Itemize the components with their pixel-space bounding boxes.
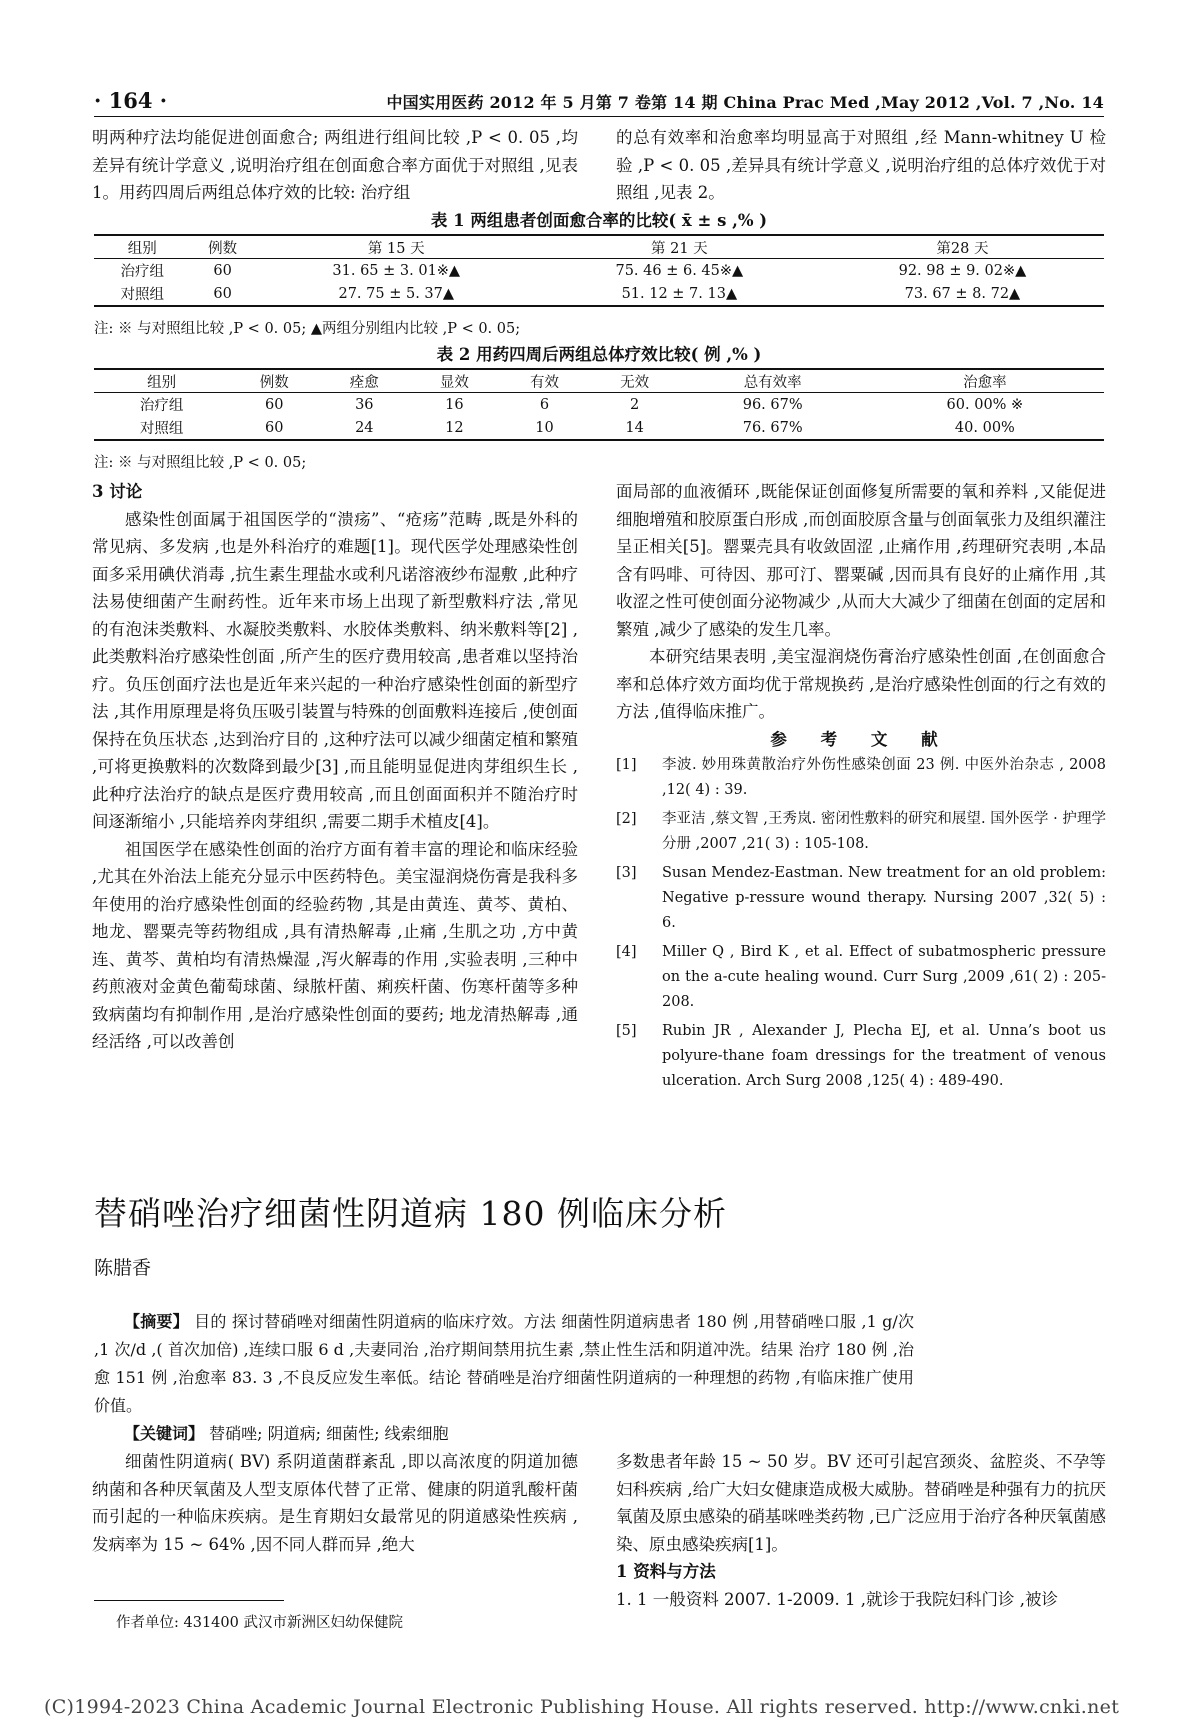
table-row: [94, 259, 1104, 283]
reference-text: 李波. 妙用珠黄散治疗外伤性感染创面 23 例. 中医外治杂志 , 2008 ,12( 4) : 39.: [662, 757, 1106, 798]
table-header-cell: 组别: [94, 235, 190, 259]
table-cell: 73. 67 ± 8. 72▲: [821, 282, 1104, 306]
table-row: [94, 416, 1104, 440]
table1: [94, 234, 1104, 307]
discussion-right-column: [616, 478, 1106, 1098]
article-title: 替硝唑治疗细菌性阴道病 180 例临床分析: [94, 1194, 727, 1233]
table-cell: 60: [213, 262, 232, 279]
reference-item: [616, 753, 1106, 803]
table-header-cell: 第 15 天: [255, 235, 538, 259]
subsection-general-data: 1. 1 一般资料 2007. 1-2009. 1 ,就诊于我院妇科门诊 ,被诊: [616, 1589, 1058, 1609]
table1-title: 表 1 两组患者创面愈合率的比较( x̄ ± s ,% ): [430, 211, 768, 230]
abstract-label: 【摘要】: [124, 1312, 189, 1331]
table-header-cell: 有效: [499, 369, 589, 393]
table-header-cell: 组别: [94, 369, 229, 393]
table-cell: 10: [499, 416, 589, 440]
footnote-divider: [94, 1600, 284, 1601]
discussion-paragraph: 祖国医学在感染性创面的治疗方面有着丰富的理论和临床经验 ,尤其在外治法上能充分显示中医药特色。美宝湿润烧伤膏是我科多年使用的治疗感染性创面的经验药物 ,其是由黄连、黄芩、黄柏、地龙、罂粟壳等药物组成 ,具有清热解毒 ,止痛 ,生肌之功 ,方中黄连、黄芩、黄柏均有清热燥湿 ,泻火解毒的作用 ,实验表明 ,三种中药煎液对金黄色葡萄球菌、绿脓杆菌、痢疾杆菌、伤寒杆菌等多种致病菌均有抑制作用 ,是治疗感染性创面的要药; 地龙清热解毒 ,通经活络 ,可以改善创: [92, 839, 578, 1051]
reference-item: [616, 940, 1106, 1015]
table-cell: 60: [190, 282, 254, 306]
reference-number: [5]: [616, 1023, 637, 1039]
discussion-left-column: [92, 478, 578, 1056]
references-title: 参 考 文 献: [770, 729, 952, 749]
table-cell: 2: [629, 396, 640, 413]
table2: [94, 368, 1104, 441]
section-heading-methods: 1 资料与方法: [616, 1562, 716, 1581]
reference-item: [616, 861, 1106, 936]
table-cell: 60: [229, 416, 319, 440]
continuation-left-text: 明两种疗法均能促进创面愈合; 两组进行组间比较 ,P < 0. 05 ,均差异有统计学意义 ,说明治疗组在创面愈合率方面优于对照组 ,见表 1。用药四周后两组总体疗效的比较: 治疗组: [92, 128, 578, 202]
reference-text: Rubin JR , Alexander J, Plecha EJ, et al. Unna’s boot us polyure-thane foam dressings for the treatment of venous ulceration. Arch Surg 2008 ,125( 4) : 489-490.: [662, 1023, 1106, 1089]
table-cell: 24: [319, 416, 409, 440]
article-body-left: [92, 1448, 578, 1558]
table-header-cell: 痊愈: [319, 369, 409, 393]
article-paragraph: 细菌性阴道病( BV) 系阴道菌群紊乱 ,即以高浓度的阴道加德纳菌和各种厌氧菌及人型支原体代替了正常、健康的阴道乳酸杆菌而引起的一种临床疾病。是生育期妇女最常见的阴道感染性疾病 ,发病率为 15 ~ 64% ,因不同人群而异 ,绝大: [92, 1452, 578, 1554]
table-cell: 36: [355, 396, 374, 413]
table-cell: 51. 12 ± 7. 13▲: [538, 282, 821, 306]
table-cell: 60. 00% ※: [946, 396, 1024, 413]
continuation-left: [92, 124, 578, 207]
table-cell: 对照组: [94, 416, 229, 440]
table-header-cell: 显效: [409, 369, 499, 393]
continuation-right-text: 的总有效率和治愈率均明显高于对照组 ,经 Mann-whitney U 检验 ,P < 0. 05 ,差异具有统计学意义 ,说明治疗组的总体疗效优于对照组 ,见表 2。: [616, 128, 1106, 202]
table-cell: 治疗组: [120, 264, 164, 280]
table-cell: 75. 46 ± 6. 45※▲: [615, 262, 744, 279]
table2-note: 注: ※ 与对照组比较 ,P < 0. 05;: [94, 455, 307, 471]
table-cell: 6: [539, 396, 550, 413]
continuation-right: [616, 124, 1106, 207]
table1-note: 注: ※ 与对照组比较 ,P < 0. 05; ▲两组分别组内比较 ,P < 0. 05;: [94, 321, 521, 337]
copyright-notice: (C)1994-2023 China Academic Journal Electronic Publishing House. All rights reserved. http://www.cnki.net: [44, 1696, 1120, 1718]
table-header-cell: 第28 天: [821, 235, 1104, 259]
discussion-paragraph: 本研究结果表明 ,美宝湿润烧伤膏治疗感染性创面 ,在创面愈合率和总体疗效方面均优于常规换药 ,是治疗感染性创面的行之有效的方法 ,值得临床推广。: [616, 647, 1106, 721]
table-cell: 31. 65 ± 3. 01※▲: [332, 262, 461, 279]
discussion-paragraph: 感染性创面属于祖国医学的“溃疡”、“疮疡”范畴 ,既是外科的常见病、多发病 ,也是外科治疗的难题[1]。现代医学处理感染性创面多采用碘伏消毒 ,抗生素生理盐水或利凡诺溶液纱布湿敷 ,此种疗法易使细菌产生耐药性。近年来市场上出现了新型敷料疗法 ,常见的有泡沫类敷料、水凝胶类敷料、水胶体类敷料、纳米敷料等[2] ,此类敷料治疗感染性创面 ,所产生的医疗费用较高 ,患者难以坚持治疗。负压创面疗法也是近年来兴起的一种治疗感染性创面的新型疗法 ,其作用原理是将负压吸引装置与特殊的创面敷料连接后 ,使创面保持在负压状态 ,达到治疗目的 ,这种疗法可以减少细菌定植和繁殖 ,可将更换敷料的次数降到最少[3] ,而且能明显促进肉芽组织生长 ,此种疗法治疗的缺点是医疗费用较高 ,而且创面面积并不随治疗时间逐渐缩小 ,只能培养肉芽组织 ,需要二期手术植皮[4]。: [92, 509, 578, 831]
reference-number: [4]: [616, 944, 637, 960]
table-cell: 27. 75 ± 5. 37▲: [255, 282, 538, 306]
section-heading-discussion: 3 讨论: [92, 482, 143, 501]
table-header-cell: 无效: [590, 369, 680, 393]
page-number: · 164 ·: [94, 88, 168, 113]
author-affiliation-footnote: 作者单位: 431400 武汉市新洲区妇幼保健院: [116, 1615, 403, 1631]
article-body-right: [616, 1448, 1106, 1613]
table-cell: 治疗组: [139, 398, 184, 414]
discussion-paragraph: 面局部的血液循环 ,既能保证创面修复所需要的氧和养料 ,又能促进细胞增殖和胶原蛋白形成 ,而创面胶原含量与创面氧张力及组织灌注呈正相关[5]。罂粟壳具有收敛固涩 ,止痛作用 ,药理研究表明 ,本品含有吗啡、可待因、那可汀、罂粟碱 ,因而具有良好的止痛作用 ,其收涩之性可使创面分泌物减少 ,从而大大减少了细菌在创面的定居和繁殖 ,减少了感染的发生几率。: [616, 482, 1106, 639]
table-cell: 60: [264, 396, 284, 413]
table2-title: 表 2 用药四周后两组总体疗效比较( 例 ,% ): [436, 345, 762, 364]
journal-citation: 中国实用医药 2012 年 5 月第 7 卷第 14 期 China Prac Med ,May 2012 ,Vol. 7 ,No. 14: [386, 93, 1104, 112]
keywords-label: 【关键词】: [124, 1424, 205, 1443]
table-header-cell: 治愈率: [866, 369, 1104, 393]
table-header-row: [94, 235, 1104, 259]
table-cell: 76. 67%: [680, 416, 866, 440]
table-cell: 96. 67%: [742, 396, 803, 413]
reference-text: 李亚洁 ,蔡文智 ,王秀岚. 密闭性敷料的研究和展望. 国外医学 · 护理学分册 ,2007 ,21( 3) : 105-108.: [662, 811, 1106, 852]
table-header-cell: 例数: [190, 235, 254, 259]
reference-number: [1]: [616, 757, 637, 773]
reference-text: Susan Mendez-Eastman. New treatment for an old problem: Negative p-ressure wound therapy. Nursing 2007 ,32( 5) : 6.: [662, 865, 1106, 931]
reference-text: Miller Q , Bird K , et al. Effect of subatmospheric pressure on the a-cute healing wound. Curr Surg ,2009 ,61( 2) : 205-208.: [662, 944, 1106, 1010]
reference-number: [3]: [616, 865, 637, 881]
table-header-cell: 第 21 天: [538, 235, 821, 259]
table-header-cell: 总有效率: [680, 369, 866, 393]
table-cell: 12: [409, 416, 499, 440]
table-cell: 92. 98 ± 9. 02※▲: [898, 262, 1027, 279]
keywords-text: 替硝唑; 阴道病; 细菌性; 线索细胞: [209, 1424, 449, 1443]
table-cell: 40. 00%: [866, 416, 1104, 440]
table-header-row: [94, 369, 1104, 393]
article-abstract: [94, 1308, 914, 1448]
reference-item: [616, 1019, 1106, 1094]
article-author: 陈腊香: [94, 1257, 152, 1279]
table-row: [94, 393, 1104, 417]
abstract-text: 目的 探讨替硝唑对细菌性阴道病的临床疗效。方法 细菌性阴道病患者 180 例 ,用替硝唑口服 ,1 g/次 ,1 次/d ,( 首次加倍) ,连续口服 6 d ,夫妻同治 ,治疗期间禁用抗生素 ,禁止性生活和阴道冲洗。结果 治疗 180 例 ,治愈 151 例 ,治愈率 83. 3 ,不良反应发生率低。结论 替硝唑是治疗细菌性阴道病的一种理想的药物 ,有临床推广使用价值。: [94, 1312, 914, 1415]
table-row: [94, 282, 1104, 306]
article-paragraph: 多数患者年龄 15 ~ 50 岁。BV 还可引起宫颈炎、盆腔炎、不孕等妇科疾病 ,给广大妇女健康造成极大威胁。替硝唑是种强有力的抗厌氧菌及原虫感染的硝基咪唑类药物 ,已广泛应用于治疗各种厌氧菌感染、原虫感染疾病[1]。: [616, 1452, 1106, 1554]
table-cell: 对照组: [94, 282, 190, 306]
table-header-cell: 例数: [229, 369, 319, 393]
table-cell: 14: [590, 416, 680, 440]
running-header: [94, 88, 1104, 117]
reference-item: [616, 807, 1106, 857]
reference-number: [2]: [616, 811, 637, 827]
table-cell: 16: [445, 396, 464, 413]
